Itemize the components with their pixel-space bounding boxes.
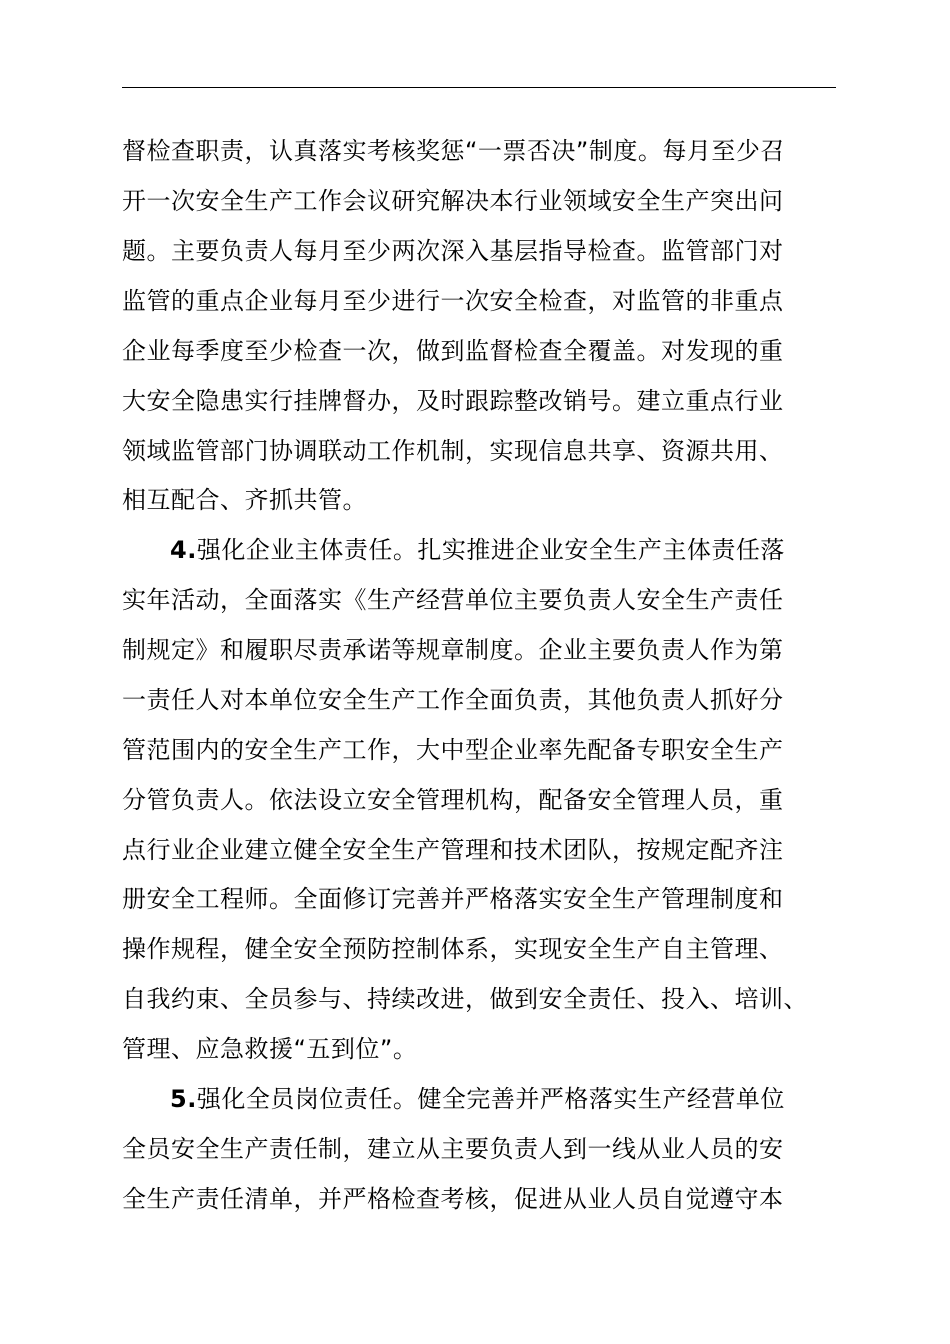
text-line: 领域监管部门协调联动工作机制，实现信息共享、资源共用、: [122, 437, 784, 465]
text-line: 管理、应急救援“五到位”。: [122, 1035, 418, 1063]
text-line: 题。主要负责人每月至少两次深入基层指导检查。监管部门对: [122, 237, 784, 265]
text-line: 分管负责人。依法设立安全管理机构，配备安全管理人员，重: [122, 786, 784, 814]
text-line: 全员安全生产责任制，建立从主要负责人到一线从业人员的安: [122, 1135, 784, 1163]
text-line: 开一次安全生产工作会议研究解决本行业领域安全生产突出问: [122, 187, 784, 215]
text-line: 督检查职责，认真落实考核奖惩“一票否决”制度。每月至少召: [122, 137, 785, 165]
text-line: 点行业企业建立健全安全生产管理和技术团队，按规定配齐注: [122, 836, 784, 864]
text-line: 制规定》和履职尽责承诺等规章制度。企业主要负责人作为第: [122, 636, 784, 664]
section-text: 强化全员岗位责任。健全完善并严格落实生产经营单位: [196, 1085, 785, 1113]
text-line: 实年活动，全面落实《生产经营单位主要负责人安全生产责任: [122, 586, 784, 614]
text-line: 册安全工程师。全面修订完善并严格落实安全生产管理制度和: [122, 885, 784, 913]
text-line: 相互配合、齐抓共管。: [122, 486, 367, 514]
section-5-heading: [170, 1084, 785, 1114]
text-line: 一责任人对本单位安全生产工作全面负责，其他负责人抓好分: [122, 686, 784, 714]
section-4-heading: [170, 535, 785, 565]
text-line: 自我约束、全员参与、持续改进，做到安全责任、投入、培训、: [122, 985, 808, 1013]
header-rule: [122, 87, 836, 88]
section-number: 5.: [170, 1085, 197, 1113]
text-line: 大安全隐患实行挂牌督办，及时跟踪整改销号。建立重点行业: [122, 387, 784, 415]
section-text: 强化企业主体责任。扎实推进企业安全生产主体责任落: [196, 536, 785, 564]
text-line: 企业每季度至少检查一次，做到监督检查全覆盖。对发现的重: [122, 337, 784, 365]
text-line: 全生产责任清单，并严格检查考核，促进从业人员自觉遵守本: [122, 1185, 784, 1213]
text-line: 管范围内的安全生产工作，大中型企业率先配备专职安全生产: [122, 736, 784, 764]
text-line: 操作规程，健全安全预防控制体系，实现安全生产自主管理、: [122, 935, 784, 963]
section-number: 4.: [170, 536, 197, 564]
text-line: 监管的重点企业每月至少进行一次安全检查，对监管的非重点: [122, 287, 784, 315]
